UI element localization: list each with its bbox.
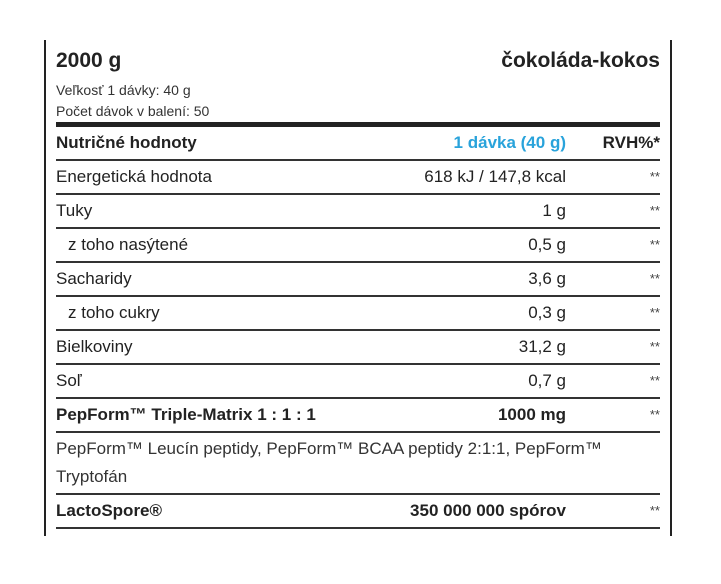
package-size: 2000 g bbox=[56, 49, 122, 72]
row-value: 31,2 g bbox=[518, 337, 566, 356]
pepform-rvh: ** bbox=[649, 407, 660, 422]
row-rvh: ** bbox=[649, 339, 660, 354]
row-name: Energetická hodnota bbox=[56, 167, 212, 186]
servings-count: Počet dávok v balení: 50 bbox=[56, 103, 210, 119]
row-name: Sacharidy bbox=[56, 269, 132, 288]
nutrition-label bbox=[44, 40, 672, 536]
pepform-value: 1000 mg bbox=[497, 405, 566, 424]
row-name: z toho cukry bbox=[68, 303, 160, 322]
row-name: Bielkoviny bbox=[56, 337, 133, 356]
row-rvh: ** bbox=[649, 305, 660, 320]
row-value: 0,5 g bbox=[528, 235, 566, 254]
serving-size: Veľkosť 1 dávky: 40 g bbox=[56, 82, 191, 98]
pepform-desc-line1: PepForm™ Leucín peptidy, PepForm™ BCAA peptidy 2:1:1, PepForm™ bbox=[56, 439, 602, 458]
lactospore-value: 350 000 000 spórov bbox=[410, 501, 566, 520]
pepform-row bbox=[56, 399, 660, 433]
row-rvh: ** bbox=[649, 271, 660, 286]
row-name: z toho nasýtené bbox=[68, 235, 189, 254]
table-row bbox=[56, 195, 660, 229]
row-value: 1 g bbox=[542, 201, 566, 220]
row-name: Tuky bbox=[56, 201, 93, 220]
label-header bbox=[56, 40, 660, 80]
lactospore-name: LactoSpore® bbox=[56, 501, 163, 520]
row-rvh: ** bbox=[649, 373, 660, 388]
table-row bbox=[56, 263, 660, 297]
pepform-description bbox=[56, 433, 660, 495]
lactospore-rvh: ** bbox=[649, 503, 660, 518]
table-row bbox=[56, 331, 660, 365]
head-serving: 1 dávka (40 g) bbox=[453, 133, 566, 152]
table-head-row bbox=[56, 127, 660, 161]
row-value: 0,3 g bbox=[528, 303, 566, 322]
row-rvh: ** bbox=[649, 237, 660, 252]
row-rvh: ** bbox=[649, 169, 660, 184]
table-row bbox=[56, 365, 660, 399]
row-value: 0,7 g bbox=[528, 371, 566, 390]
head-name: Nutričné hodnoty bbox=[56, 133, 197, 152]
pepform-desc-line2: Tryptofán bbox=[56, 467, 128, 486]
row-value: 3,6 g bbox=[528, 269, 566, 288]
lactospore-row bbox=[56, 495, 660, 529]
pepform-name: PepForm™ Triple-Matrix 1 : 1 : 1 bbox=[56, 405, 316, 424]
head-rvh: RVH%* bbox=[602, 133, 660, 152]
flavor: čokoláda-kokos bbox=[501, 49, 660, 72]
row-value: 618 kJ / 147,8 kcal bbox=[424, 167, 566, 186]
table-row bbox=[56, 297, 660, 331]
table-row bbox=[56, 229, 660, 263]
row-rvh: ** bbox=[649, 203, 660, 218]
table-row bbox=[56, 161, 660, 195]
row-name: Soľ bbox=[56, 371, 82, 390]
